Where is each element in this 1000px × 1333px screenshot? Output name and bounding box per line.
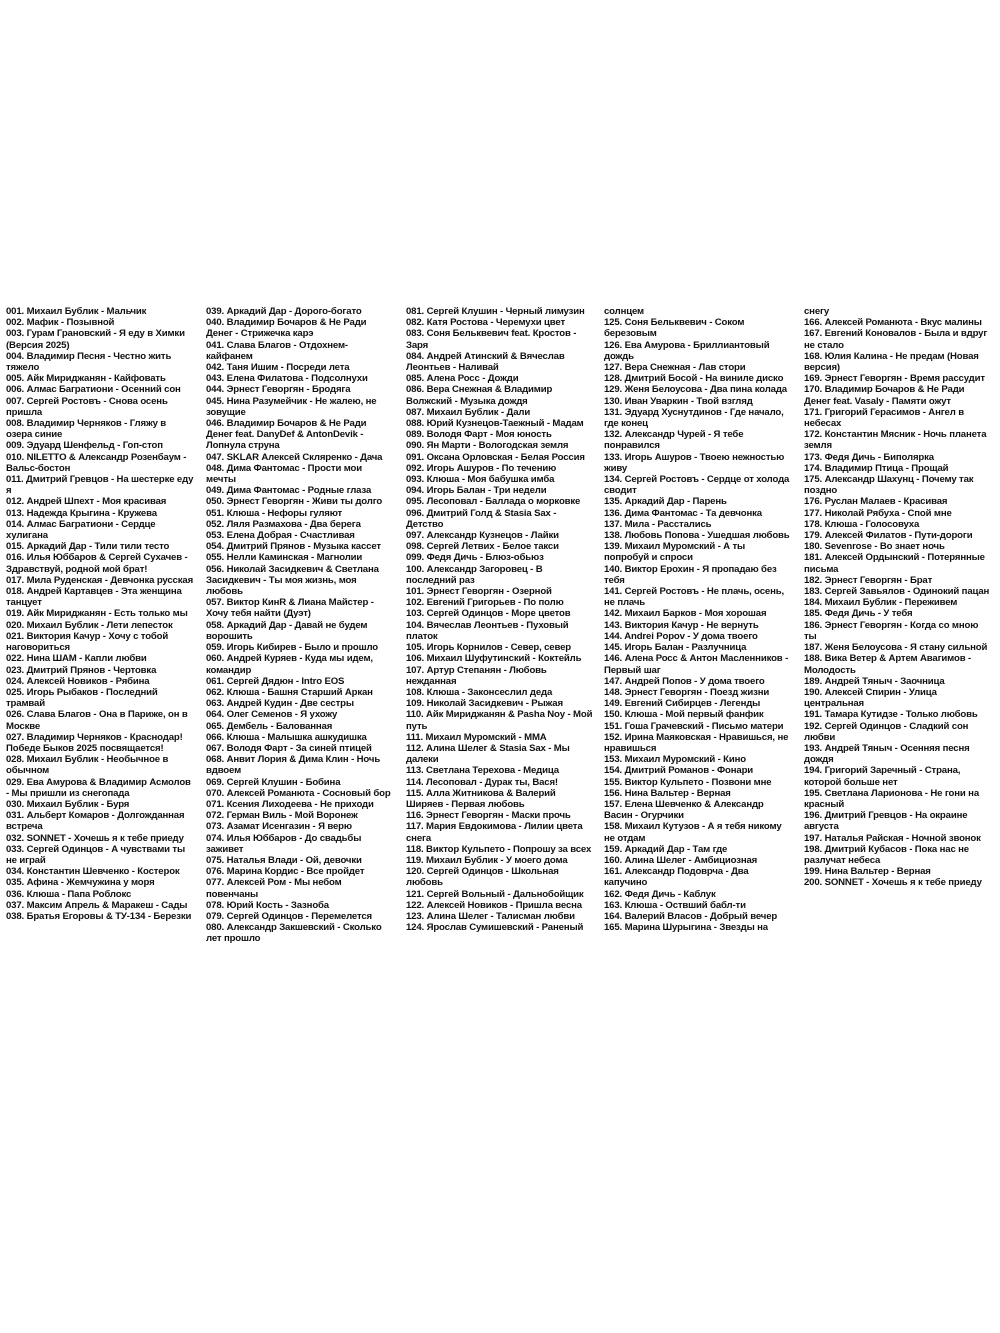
track-entry: 055. Нелли Каминская - Магнолии	[206, 552, 363, 564]
track-entry: 023. Дмитрий Прянов - Чертовка	[6, 664, 157, 676]
track-entry: 169. Эрнест Геворгян - Время рассудит	[804, 373, 985, 385]
track-entry: 144. Andrei Popov - У дома твоего	[604, 630, 758, 642]
track-entry: 150. Клюша - Мой первый фанфик	[604, 709, 764, 721]
track-entry: 046. Владимир Бочаров & Не Ради Денег feat. DanyDef & AntonDevik - Лопнула струна	[206, 418, 367, 452]
track-entry: 011. Дмитрий Гревцов - На шестерке еду я	[6, 474, 194, 497]
track-entry: 082. Катя Ростова - Черемухи цвет	[406, 317, 565, 329]
track-entry: 199. Нина Вальтер - Верная	[804, 866, 931, 878]
track-entry: 087. Михаил Бублик - Дали	[406, 406, 531, 418]
track-entry: 109. Николай Засидкевич - Рыжая	[406, 698, 563, 710]
tracklist-column-2	[206, 306, 394, 945]
track-entry: 184. Михаил Бублик - Переживем	[804, 597, 958, 609]
track-entry: 097. Александр Кузнецов - Лайки	[406, 530, 559, 542]
track-entry: 051. Клюша - Нефоры гуляют	[206, 507, 343, 519]
track-entry: солнцем	[604, 306, 644, 317]
track-entry: 104. Вячеслав Леонтьев - Пуховый платок	[406, 619, 569, 642]
track-entry: 165. Марина Шурыгина - Звезды на	[604, 922, 768, 934]
track-entry: 056. Николай Засидкевич & Светлана Засидкевич - Ты моя жизнь, моя любовь	[206, 563, 379, 598]
track-entry: 009. Эдуард Шенфельд - Гоп-стоп	[6, 440, 163, 452]
track-entry: 041. Слава Благов - Отдохнем-кайфанем	[206, 339, 348, 362]
track-entry: 007. Сергей Ростовъ - Снова осень пришла	[6, 395, 168, 418]
track-entry: 020. Михаил Бублик - Лети лепесток	[6, 619, 173, 631]
track-entry: 160. Алина Шелег - Амбициозная	[604, 854, 758, 866]
track-entry: 134. Сергей Ростовъ - Сердце от холода сводит	[604, 474, 790, 497]
track-entry: 005. Айк Мириджанян - Кайфовать	[6, 373, 166, 385]
track-entry: 125. Соня Бельквевич - Соком березовым	[604, 317, 745, 340]
track-entry: 052. Ляля Размахова - Два берега	[206, 518, 361, 530]
track-entry: 102. Евгений Григорьев - По полю	[406, 597, 564, 609]
track-entry: 183. Сергей Завьялов - Одинокий пацан	[804, 586, 990, 598]
track-entry: 112. Алина Шелег & Stasia Sax - Мы далеки	[406, 742, 570, 766]
track-entry: 171. Григорий Герасимов - Ангел в небесах	[804, 406, 964, 430]
track-entry: 158. Михаил Кутузов - А я тебя никому не отдам	[604, 821, 782, 844]
track-entry: 018. Андрей Картавцев - Эта женщина танцует	[6, 586, 182, 609]
track-entry: 146. Алена Росс & Антон Масленников - Первый шаг	[604, 653, 789, 676]
track-entry: 065. Дембель - Балованная	[206, 720, 333, 732]
track-entry: 163. Клюша - Оствший бабл-ти	[604, 899, 746, 911]
track-entry: 179. Алексей Филатов - Пути-дороги	[804, 530, 973, 542]
track-entry: 093. Клюша - Моя бабушка имба	[406, 474, 555, 486]
track-entry: 139. Михаил Муромский - А ты попробуй и спроси	[604, 541, 746, 564]
track-entry: 068. Анвит Лория & Дима Клин - Ночь вдвоем	[206, 754, 381, 777]
track-entry: 072. Герман Виль - Мой Воронеж	[206, 810, 358, 822]
track-entry: 031. Альберт Комаров - Долгожданная встреча	[6, 810, 185, 833]
track-entry: 098. Сергей Летвих - Белое такси	[406, 541, 559, 553]
track-entry: 173. Федя Дичь - Биполярка	[804, 451, 934, 463]
track-entry: 062. Клюша - Башня Старший Аркан	[206, 686, 373, 698]
track-entry: 033. Сергей Одинцов - А чувствами ты не играй	[6, 843, 185, 866]
track-entry: 095. Лесоповал - Баллада о морковке	[406, 496, 581, 508]
track-entry: 124. Ярослав Сумишевский - Раненый	[406, 922, 584, 934]
track-entry: 084. Андрей Атинский & Вячеслав Леонтьев - Наливай	[406, 350, 565, 374]
track-entry: 021. Виктория Качур - Хочу с тобой наговориться	[6, 630, 169, 654]
track-entry: 113. Светлана Терехова - Медица	[406, 765, 559, 777]
track-entry: 064. Олег Семенов - Я ухожу	[206, 709, 338, 721]
track-entry: 060. Андрей Куряев - Куда мы идем, командир	[206, 653, 373, 676]
track-entry: 053. Елена Добрая - Счастливая	[206, 530, 355, 542]
track-entry: 035. Афина - Жемчужина у моря	[6, 877, 155, 889]
track-entry: 071. Ксения Лиходеева - Не приходи	[206, 798, 374, 810]
track-entry: 170. Владимир Бочаров & Не Ради Денег feat. Vasaly - Памяти ожут	[804, 384, 965, 407]
track-entry: 140. Виктор Ерохин - Я пропадаю без тебя	[604, 563, 777, 586]
track-entry: 116. Эрнест Геворгян - Маски прочь	[406, 810, 571, 822]
track-entry: 174. Владимир Птица - Прощай	[804, 462, 949, 474]
track-entry: 129. Женя Белоусова - Два пина колада	[604, 384, 787, 396]
track-entry: 076. Марина Кордис - Все пройдет	[206, 866, 365, 878]
track-entry: 004. Владимир Песня - Честно жить тяжело	[6, 350, 172, 374]
track-entry: 192. Сергей Одинцов - Сладкий сон любви	[804, 720, 969, 743]
track-entry: 110. Айк Мириджанян & Pasha Noy - Мой путь	[406, 709, 593, 732]
track-entry: 044. Эрнест Геворгян - Бродяга	[206, 384, 351, 396]
track-entry: 122. Алексей Новиков - Пришла весна	[406, 899, 582, 911]
track-entry: 106. Михаил Шуфутинский - Коктейль	[406, 653, 582, 665]
track-entry: 197. Наталья Райская - Ночной звонок	[804, 832, 981, 844]
track-entry: 128. Дмитрий Босой - На виниле диско	[604, 373, 784, 385]
track-entry: 043. Елена Филатова - Подсолнухи	[206, 373, 368, 385]
track-entry: 180. Sevenrose - Во знает ночь	[804, 541, 945, 553]
track-entry: 123. Алина Шелег - Талисман любви	[406, 910, 575, 922]
track-entry: 003. Гурам Грановский - Я еду в Химки (Версия 2025)	[6, 328, 185, 351]
track-entry: 127. Вера Снежная - Лав стори	[604, 362, 746, 374]
track-entry: 081. Сергей Клушин - Черный лимузин	[406, 306, 585, 317]
track-entry: 191. Тамара Кутидзе - Только любовь	[804, 709, 978, 721]
track-entry: 195. Светлана Ларионова - Не гони на красный	[804, 787, 980, 810]
track-entry: 190. Алексей Спирин - Улица центральная	[804, 686, 937, 710]
track-entry: 153. Михаил Муромский - Кино	[604, 754, 746, 766]
track-entry: 057. Виктор КинR & Лиана Майстер - Хочу тебя найти (Дуэт)	[206, 597, 374, 620]
track-entry: 186. Эрнест Геворгян - Когда со мною ты	[804, 619, 979, 642]
track-entry: 196. Дмитрий Гревцов - На окраине августа	[804, 810, 968, 833]
track-entry: 154. Дмитрий Романов - Фонари	[604, 765, 754, 777]
track-entry: 148. Эрнест Геворгян - Поезд жизни	[604, 686, 770, 698]
track-entry: 008. Владимир Черняков - Гляжу в озера синие	[6, 418, 167, 441]
track-entry: 138. Любовь Попова - Ушедшая любовь	[604, 530, 790, 542]
track-entry: 142. Михаил Барков - Моя хорошая	[604, 608, 767, 620]
track-entry: 161. Александр Подоврча - Два капучино	[604, 866, 749, 889]
track-entry: 194. Григорий Заречный - Страна, которой больше нет	[804, 765, 961, 788]
tracklist-column-4	[604, 306, 792, 933]
track-entry: 177. Николай Рябуха - Спой мне	[804, 507, 952, 519]
track-entry: 042. Таня Ишим - Посреди лета	[206, 362, 350, 374]
track-entry: 187. Женя Белоусова - Я стану сильной	[804, 642, 988, 654]
track-entry: 107. Артур Степанян - Любовь нежданная	[406, 664, 547, 687]
track-entry: 156. Нина Вальтер - Верная	[604, 787, 731, 799]
track-entry: 017. Мила Руденская - Девчонка русская	[6, 574, 194, 586]
track-entry: 040. Владимир Бочаров & Не Ради Денег - Стрижечка карэ	[206, 317, 367, 340]
track-entry: 091. Оксана Орловская - Белая Россия	[406, 451, 585, 463]
track-entry: 176. Руслан Малаев - Красивая	[804, 496, 948, 508]
track-entry: 137. Мила - Расстались	[604, 518, 712, 530]
track-entry: 099. Федя Дичь - Блюз-обьюз	[406, 552, 544, 564]
track-entry: 067. Володя Фарт - За синей птицей	[206, 742, 372, 754]
track-entry: 105. Игорь Корнилов - Север, север	[406, 642, 572, 654]
track-entry: 188. Вика Ветер & Артем Авагимов - Молодость	[804, 653, 972, 676]
track-entry: 078. Юрий Кость - Зазноба	[206, 899, 329, 911]
track-entry: 075. Наталья Влади - Ой, девочки	[206, 854, 362, 866]
track-entry: 118. Виктор Кульпето - Попрошу за всех	[406, 843, 592, 855]
track-entry: 073. Азамат Исенгазин - Я верю	[206, 821, 352, 833]
track-entry: 028. Михаил Бублик - Необычное в обычном	[6, 754, 169, 777]
track-entry: 016. Илья Юббаров & Сергей Сухачев - Здравствуй, родной мой брат!	[6, 552, 188, 575]
track-entry: 022. Нина ШАМ - Капли любви	[6, 653, 147, 665]
track-entry: 159. Аркадий Дар - Там где	[604, 843, 728, 855]
track-entry: 193. Андрей Тяныч - Осенняя песня дождя	[804, 742, 970, 766]
track-entry: 089. Володя Фарт - Моя юность	[406, 429, 552, 441]
track-entry: 172. Константин Мясник - Ночь планета земля	[804, 429, 987, 452]
track-entry: 066. Клюша - Малышка ашкудишка	[206, 731, 367, 743]
track-entry: 117. Мария Евдокимова - Лилии цвета снега	[406, 821, 583, 844]
track-entry: 059. Игорь Кибирев - Было и прошло	[206, 642, 378, 654]
track-entry: 135. Аркадий Дар - Парень	[604, 496, 727, 508]
track-entry: 166. Алексей Романюта - Вкус малины	[804, 317, 982, 329]
tracklist-column-5	[804, 306, 992, 889]
track-entry: 048. Дима Фантомас - Прости мои мечты	[206, 462, 362, 486]
track-entry: 133. Игорь Ашуров - Твоею нежностью живу	[604, 451, 785, 474]
track-entry: 039. Аркадий Дар - Дорого-богато	[206, 306, 362, 317]
track-entry: 013. Надежда Крыгина - Кружева	[6, 507, 157, 519]
track-entry: 101. Эрнест Геворгян - Озерной	[406, 586, 552, 598]
track-entry: 079. Сергей Одинцов - Перемелется	[206, 910, 373, 922]
track-entry: 045. Нина Разумейчик - Не жалею, не зовущие	[206, 395, 377, 418]
track-entry: 049. Дима Фантомас - Родные глаза	[206, 485, 372, 497]
track-entry: 126. Ева Амурова - Бриллиантовый дождь	[604, 339, 770, 362]
track-entry: 012. Андрей Шпехт - Моя красивая	[6, 496, 167, 508]
track-entry: 182. Эрнест Геворгян - Брат	[804, 574, 933, 586]
track-entry: 061. Сергей Дядюн - Intro EOS	[206, 675, 345, 687]
track-entry: 088. Юрий Кузнецов-Таежный - Мадам	[406, 418, 584, 430]
track-entry: 198. Дмитрий Кубасов - Пока нас не разлучат небеса	[804, 843, 969, 866]
track-entry: 119. Михаил Бублик - У моего дома	[406, 854, 568, 866]
track-entry: 155. Виктор Кульпето - Позвони мне	[604, 776, 772, 788]
track-entry: 189. Андрей Тяныч - Заочница	[804, 675, 945, 687]
track-entry: 019. Айк Мириджанян - Есть только мы	[6, 608, 188, 620]
track-entry: 027. Владимир Черняков - Краснодар! Победе Быков 2025 посвящается!	[6, 731, 183, 754]
track-entry: 077. Алексей Ром - Мы небом повенчаны	[206, 877, 342, 900]
tracklist-sheet	[6, 306, 998, 1046]
track-entry: 178. Клюша - Голосовуха	[804, 518, 920, 530]
track-entry: 069. Сергей Клушин - Бобина	[206, 776, 341, 788]
track-entry: 157. Елена Шевченко & Александр Васин - Огурчики	[604, 798, 764, 822]
track-entry: 001. Михаил Бублик - Мальчик	[6, 306, 147, 317]
track-entry: 050. Эрнест Геворгян - Живи ты долго	[206, 496, 383, 508]
track-entry: 181. Алексей Ордынский - Потерянные письма	[804, 552, 985, 575]
track-entry: 010. NILETTO & Александр Розенбаум - Вальс-бостон	[6, 451, 187, 474]
track-entry: 014. Алмас Багратиони - Сердце хулигана	[6, 518, 156, 542]
track-entry: 114. Лесоповал - Дурак ты, Вася!	[406, 776, 558, 788]
track-entry: 094. Игорь Балан - Три недели	[406, 485, 547, 497]
track-entry: 143. Виктория Качур - Не вернуть	[604, 619, 759, 631]
track-entry: 002. Мафик - Позывной	[6, 317, 115, 329]
track-entry: 200. SONNET - Хочешь я к тебе приеду	[804, 877, 982, 889]
track-entry: 083. Соня Бельквевич feat. Кростов - Заря	[406, 328, 577, 351]
track-entry: 096. Дмитрий Голд & Stasia Sax - Детство	[406, 507, 557, 530]
track-entry: 168. Юлия Калина - Не предам (Новая версия)	[804, 350, 979, 374]
track-entry: 120. Сергей Одинцов - Школьная любовь	[406, 866, 559, 889]
track-entry: 092. Игорь Ашуров - По течению	[406, 462, 557, 474]
tracklist-column-1	[6, 306, 194, 922]
track-entry: 037. Максим Апрель & Маракеш - Сады	[6, 899, 188, 911]
track-entry: 030. Михаил Бублик - Буря	[6, 798, 130, 810]
track-entry: 111. Михаил Муромский - ММА	[406, 731, 547, 743]
track-entry: 024. Алексей Новиков - Рябина	[6, 675, 150, 687]
track-entry: 103. Сергей Одинцов - Море цветов	[406, 608, 571, 620]
track-entry: 167. Евгений Коновалов - Была и вдруг не стало	[804, 328, 988, 351]
track-entry: 063. Андрей Кудин - Две сестры	[206, 698, 354, 710]
track-entry: 141. Сергей Ростовъ - Не плачь, осень, не плачь	[604, 586, 784, 609]
track-entry: 006. Алмас Багратиони - Осенний сон	[6, 384, 181, 396]
track-entry: 147. Андрей Попов - У дома твоего	[604, 675, 765, 687]
track-entry: 054. Дмитрий Прянов - Музыка кассет	[206, 541, 381, 553]
track-entry: 100. Александр Загоровец - В последний раз	[406, 563, 543, 586]
track-entry: 185. Федя Дичь - У тебя	[804, 608, 913, 620]
track-entry: 058. Аркадий Дар - Давай не будем ворошить	[206, 619, 368, 642]
track-entry: 034. Константин Шевченко - Костерок	[6, 866, 180, 878]
track-entry: 090. Ян Марти - Вологодская земля	[406, 440, 569, 452]
track-entry: 036. Клюша - Папа Роблокс	[6, 888, 132, 900]
track-entry: 115. Алла Житникова & Валерий Ширяев - Первая любовь	[406, 787, 556, 810]
track-entry: 070. Алексей Романюта - Сосновый бор	[206, 787, 391, 799]
track-entry: 026. Слава Благов - Она в Париже, он в Москве	[6, 709, 188, 732]
track-entry: 152. Ирина Маяковская - Нравишься, не нравишься	[604, 731, 789, 754]
track-entry: 132. Александр Чурей - Я тебе понравился	[604, 429, 744, 452]
track-entry: 164. Валерий Власов - Добрый вечер	[604, 910, 778, 922]
track-entry: 162. Федя Дичь - Каблук	[604, 888, 716, 900]
track-entry: 029. Ева Амурова & Владимир Асмолов - Мы пришли из снегопада	[6, 776, 191, 799]
track-entry: 149. Евгений Сибирцев - Легенды	[604, 698, 761, 710]
track-entry: 130. Иван Уваркин - Твой взгляд	[604, 395, 753, 407]
track-entry: снегу	[804, 306, 830, 317]
track-entry: 038. Братья Егоровы & ТУ-134 - Березки	[6, 910, 192, 922]
track-entry: 015. Аркадий Дар - Тили тили тесто	[6, 541, 170, 553]
track-entry: 032. SONNET - Хочешь я к тебе приеду	[6, 832, 184, 844]
track-entry: 151. Гоша Грачевский - Письмо матери	[604, 720, 784, 732]
tracklist-column-3	[406, 306, 594, 933]
track-entry: 131. Эдуард Хуснутдинов - Где начало, где конец	[604, 406, 784, 430]
track-entry: 047. SKLAR Алексей Скляренко - Дача	[206, 451, 383, 463]
track-entry: 121. Сергей Вольный - Дальнобойщик	[406, 888, 584, 900]
track-entry: 108. Клюша - Законсеслил деда	[406, 686, 553, 698]
track-entry: 086. Вера Снежная & Владимир Волжский - Музыка дождя	[406, 384, 553, 407]
track-entry: 085. Алена Росс - Дожди	[406, 373, 519, 385]
track-entry: 175. Александр Шахунц - Почему так поздно	[804, 474, 974, 497]
track-entry: 136. Дима Фантомас - Та девчонка	[604, 507, 762, 519]
track-entry: 145. Игорь Балан - Разлучница	[604, 642, 747, 654]
track-entry: 025. Игорь Рыбаков - Последний трамвай	[6, 686, 158, 710]
track-entry: 074. Илья Юббаров - До свадьбы заживет	[206, 832, 362, 855]
track-entry: 080. Александр Закшевский - Сколько лет прошло	[206, 922, 382, 945]
